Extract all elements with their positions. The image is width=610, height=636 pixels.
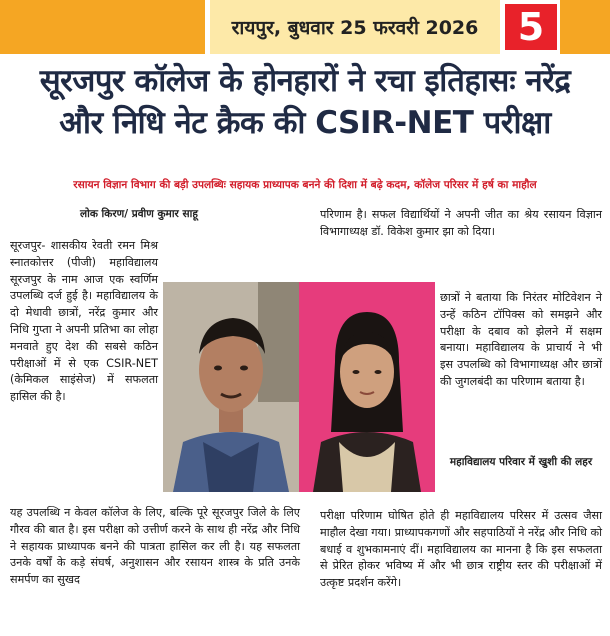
headline-line-1: सूरजपुर कॉलेज के होनहारों ने रचा इतिहासः नरेंद्र bbox=[39, 63, 571, 99]
page-number-badge: 5 bbox=[505, 4, 557, 50]
side-heading: महाविद्यालय परिवार में खुशी की लहर bbox=[449, 456, 593, 468]
headline-line-2: और निधि नेट क्रैक की CSIR-NET परीक्षा bbox=[59, 105, 551, 141]
photo-narendra bbox=[163, 282, 299, 492]
photo-nidhi bbox=[299, 282, 435, 492]
subheadline: रसायन विज्ञान विभाग की बड़ी उपलब्धिः सहायक प्राध्यापक बनने की दिशा में बढ़े कदम, कॉलेज परिसर में हर्ष का माहौल bbox=[73, 179, 537, 191]
man-portrait-icon bbox=[163, 282, 299, 492]
article-bottom-right: परीक्षा परिणाम घोषित होते ही महाविद्यालय परिसर में उत्सव जैसा माहौल देखा गया। प्राध्यापकगणों और सहपाठियों ने नरेंद्र और निधि को बधाई व शुभकामनाएं दीं। महाविद्यालय का मानना है कि इस सफलता से प्रेरित होकर भविष्य में और भी छात्र राष्ट्रीय स्तर की परीक्षाओं में उत्कृष्ट प्रदर्शन करेंगे। bbox=[320, 509, 602, 590]
masthead-right-band bbox=[560, 0, 610, 54]
byline: लोक किरण/ प्रवीण कुमार साहू bbox=[80, 208, 198, 220]
masthead-left-band bbox=[0, 0, 205, 54]
headline bbox=[8, 60, 602, 144]
date-line: रायपुर, बुधवार 25 फरवरी 2026 bbox=[210, 0, 500, 54]
article-bottom-left: यह उपलब्धि न केवल कॉलेज के लिए, बल्कि पूरे सूरजपुर जिले के लिए गौरव की बात है। इस परीक्षा को उत्तीर्ण करने के साथ ही नरेंद्र और निधि ने सहायक प्राध्यापक बनने की पात्रता हासिल कर ली है। यह सफलता उनके वर्षों के कड़े संघर्ष, अनुशासन और रसायन शास्त्र के प्रति उनके समर्पण का सुखद bbox=[10, 506, 300, 587]
photo-pair bbox=[163, 282, 435, 492]
article-left-column: सूरजपुर- शासकीय रेवती रमन मिश्र स्नातकोत्तर (पीजी) महाविद्यालय सूरजपुर के नाम आज एक स्वर्णिम उपलब्धि दर्ज हुई है। महाविद्यालय के दो मेधावी छात्रों, नरेंद्र कुमार और निधि गुप्ता ने अपनी प्रतिभा का लोहा मनवाते हुए देश की सबसे कठिन परीक्षाओं में से एक CSIR-NET (केमिकल साइंसेज) में सफलता हासिल की है। bbox=[10, 239, 158, 404]
article-right-top: परिणाम है। सफल विद्यार्थियों ने अपनी जीत का श्रेय रसायन विज्ञान विभागाध्यक्ष डॉ. विकेश कुमार झा को दिया। bbox=[320, 208, 602, 238]
masthead bbox=[0, 0, 610, 54]
woman-portrait-icon bbox=[299, 282, 435, 492]
article-right-middle: छात्रों ने बताया कि निरंतर मोटिवेशन ने उन्हें कठिन टॉपिक्स को समझने और परीक्षा के दबाव को झेलने में सक्षम बनाया। महाविद्यालय के प्राचार्य ने भी इस उपलब्धि को विभागाध्यक्ष और छात्रों की जुगलबंदी का परिणाम बताया है। bbox=[440, 291, 602, 388]
